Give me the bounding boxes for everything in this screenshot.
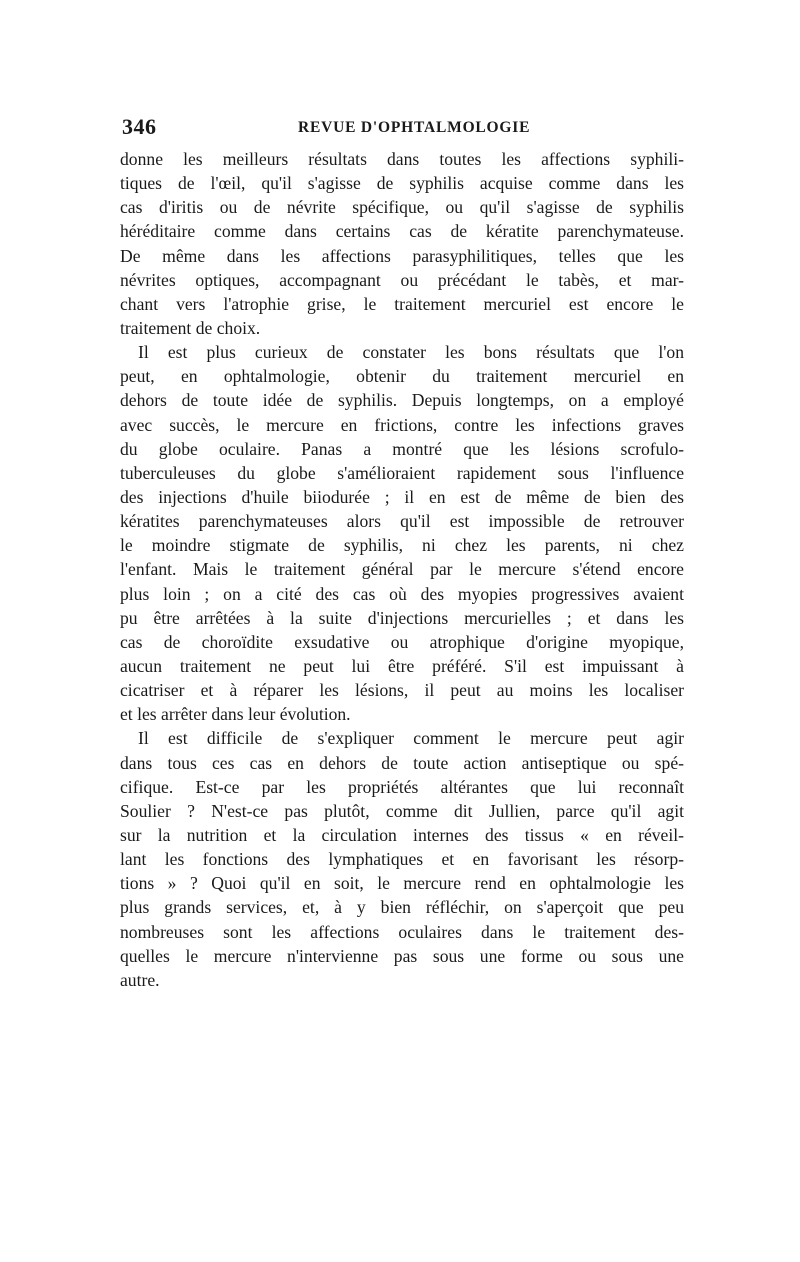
text-line: et les arrêter dans leur évolution. — [120, 704, 351, 725]
text-line: cas de choroïdite exsudative ou atrophique d'origine myopique, — [120, 631, 684, 652]
text-line: Il est plus curieux de constater les bons résultats que l'on — [138, 342, 684, 363]
text-line: le moindre stigmate de syphilis, ni chez les parents, ni chez — [120, 535, 684, 556]
text-line: aucun traitement ne peut lui être préféré. S'il est impuissant à — [120, 655, 684, 676]
text-line: traitement de choix. — [120, 317, 261, 338]
text-line: avec succès, le mercure en frictions, contre les infections graves — [120, 414, 684, 435]
text-line: des injections d'huile biiodurée ; il en est de même de bien des — [120, 486, 684, 507]
text-line: lant les fonctions des lymphatiques et en favorisant les résorp- — [120, 849, 684, 870]
text-line: peut, en ophtalmologie, obtenir du traitement mercuriel en — [120, 366, 684, 387]
page-number: 346 — [122, 114, 157, 139]
text-line: tuberculeuses du globe s'amélioraient rapidement sous l'influence — [120, 462, 684, 483]
text-line: quelles le mercure n'intervienne pas sous une forme ou sous une — [120, 945, 684, 966]
text-line: tiques de l'œil, qu'il s'agisse de syphilis acquise comme dans les — [120, 173, 684, 194]
text-line: du globe oculaire. Panas a montré que les lésions scrofulo- — [120, 438, 684, 459]
text-line: héréditaire comme dans certains cas de kératite parenchymateuse. — [120, 221, 684, 242]
text-line: dehors de toute idée de syphilis. Depuis longtemps, on a employé — [120, 390, 684, 411]
text-line: autre. — [120, 969, 160, 990]
text-line: Soulier ? N'est-ce pas plutôt, comme dit Jullien, parce qu'il agit — [120, 800, 684, 821]
text-line: chant vers l'atrophie grise, le traitement mercuriel est encore le — [120, 293, 684, 314]
text-line: cas d'iritis ou de névrite spécifique, ou qu'il s'agisse de syphilis — [120, 197, 684, 218]
text-line: De même dans les affections parasyphilitiques, telles que les — [120, 245, 684, 266]
text-line: kératites parenchymateuses alors qu'il est impossible de retrouver — [120, 511, 684, 532]
running-head: REVUE D'OPHTALMOLOGIE — [298, 119, 531, 136]
text-line: tions » ? Quoi qu'il en soit, le mercure rend en ophtalmologie les — [120, 873, 684, 894]
text-line: nombreuses sont les affections oculaires dans le traitement des- — [120, 921, 684, 942]
text-line: cicatriser et à réparer les lésions, il peut au moins les localiser — [120, 680, 684, 701]
text-line: sur la nutrition et la circulation internes des tissus « en réveil- — [120, 824, 684, 845]
text-line: plus loin ; on a cité des cas où des myopies progressives avaient — [120, 583, 684, 604]
text-line: névrites optiques, accompagnant ou précédant le tabès, et mar- — [120, 269, 684, 290]
text-line: l'enfant. Mais le traitement général par le mercure s'étend encore — [120, 559, 684, 580]
text-line: Il est difficile de s'expliquer comment le mercure peut agir — [138, 728, 684, 749]
text-line: pu être arrêtées à la suite d'injections mercurielles ; et dans les — [120, 607, 684, 628]
text-line: dans tous ces cas en dehors de toute action antiseptique ou spé- — [120, 752, 684, 773]
page-header — [120, 114, 686, 142]
text-line: plus grands services, et, à y bien réfléchir, on s'aperçoit que peu — [120, 897, 684, 918]
text-line: donne les meilleurs résultats dans toutes les affections syphili- — [120, 149, 684, 169]
body-text — [120, 147, 684, 992]
text-line: cifique. Est-ce par les propriétés altérantes que lui reconnaît — [120, 776, 684, 797]
